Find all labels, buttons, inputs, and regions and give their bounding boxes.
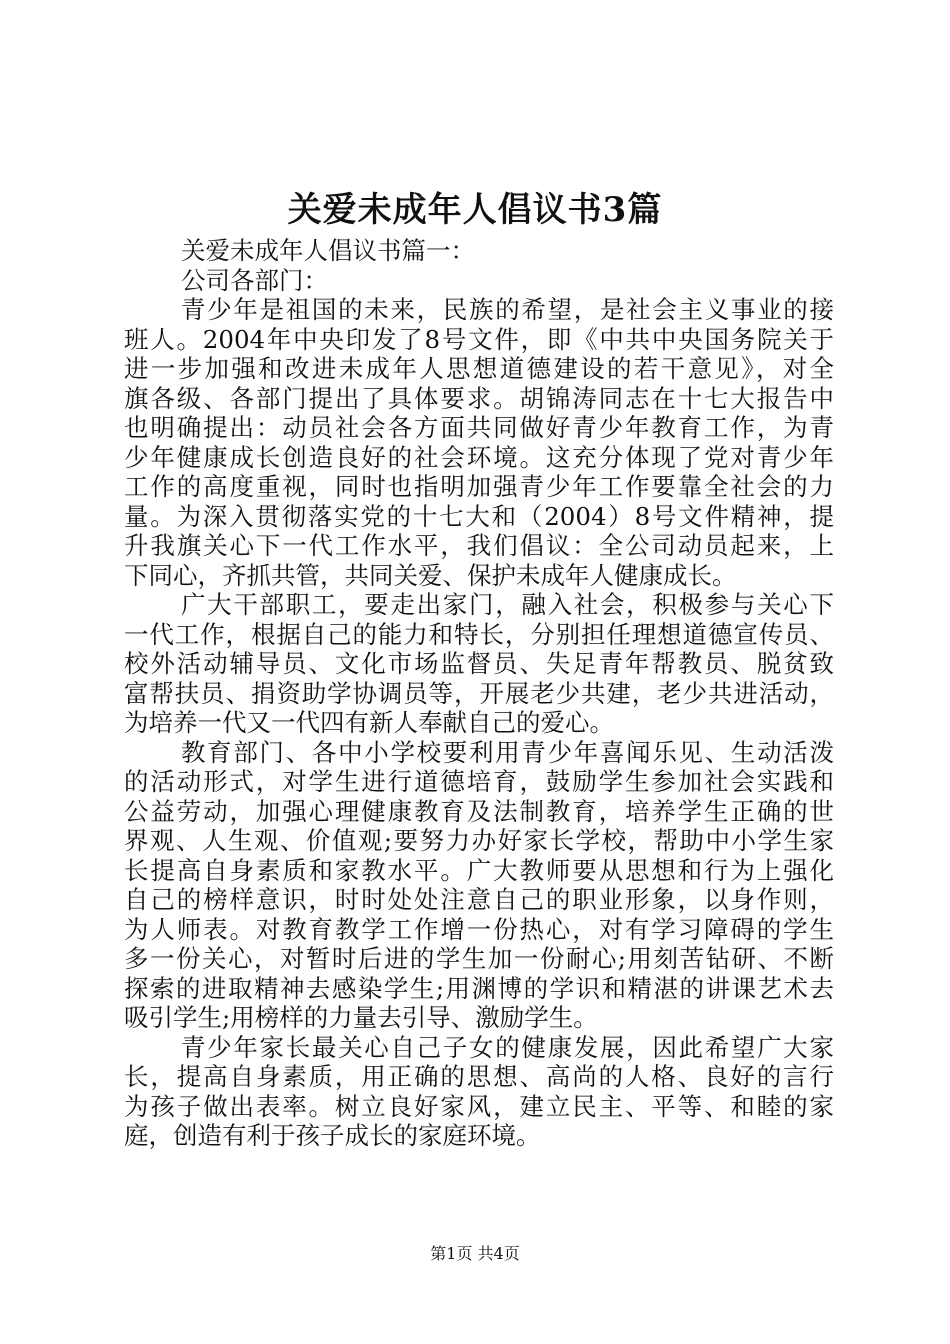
body-line: 青少年是祖国的未来，民族的希望，是社会主义事业的接 xyxy=(181,295,834,324)
body-line: 少年健康成长创造良好的社会环境。这充分体现了党对青少年 xyxy=(124,442,834,472)
body-line: 青少年家长最关心自己子女的健康发展，因此希望广大家 xyxy=(181,1032,834,1062)
body-line: 界观、人生观、价值观;要努力办好家长学校，帮助中小学生家 xyxy=(124,826,834,855)
body-line: 工作的高度重视，同时也指明加强青少年工作要靠全社会的力 xyxy=(124,472,834,501)
body-line: 为人师表。对教育教学工作增一份热心，对有学习障碍的学生 xyxy=(124,914,834,944)
body-line: 长，提高自身素质，用正确的思想、高尚的人格、良好的言行 xyxy=(124,1062,834,1091)
body-line: 为孩子做出表率。树立良好家风，建立民主、平等、和睦的家 xyxy=(124,1091,834,1121)
body-line: 量。为深入贯彻落实党的十七大和（2004）8号文件精神，提 xyxy=(124,501,834,531)
page-footer: 第1页 共4页 xyxy=(430,1244,520,1263)
body-line: 吸引学生;用榜样的力量去引导、激励学生。 xyxy=(124,1003,598,1032)
body-line: 广大干部职工，要走出家门，融入社会，积极参与关心下 xyxy=(181,590,834,619)
body-line: 升我旗关心下一代工作水平，我们倡议：全公司动员起来，上 xyxy=(124,531,834,560)
document-title: 关爱未成年人倡议书3篇 xyxy=(287,190,663,230)
body-line: 富帮扶员、捐资助学协调员等，开展老少共建，老少共进活动， xyxy=(124,678,834,708)
body-line: 为培养一代又一代四有新人奉献自己的爱心。 xyxy=(124,708,614,737)
document-body xyxy=(124,236,834,1151)
body-line: 公司各部门： xyxy=(181,265,328,295)
body-line: 进一步加强和改进未成年人思想道德建设的若干意见》，对全 xyxy=(124,354,834,383)
body-line: 长提高自身素质和家教水平。广大教师要从思想和行为上强化 xyxy=(124,855,834,885)
body-line: 班人。2004年中央印发了8号文件，即《中共中央国务院关于 xyxy=(124,324,834,354)
body-line: 旗各级、各部门提出了具体要求。胡锦涛同志在十七大报告中 xyxy=(124,383,834,413)
body-line: 探索的进取精神去感染学生;用渊博的学识和精湛的讲课艺术去 xyxy=(124,973,834,1003)
body-line: 下同心，齐抓共管，共同关爱、保护未成年人健康成长。 xyxy=(124,560,737,590)
body-line: 一代工作，根据自己的能力和特长，分别担任理想道德宣传员、 xyxy=(124,619,834,649)
body-line: 多一份关心，对暂时后进的学生加一份耐心;用刻苦钻研、不断 xyxy=(124,944,834,973)
body-line: 教育部门、各中小学校要利用青少年喜闻乐见、生动活泼 xyxy=(181,737,834,767)
body-line: 的活动形式，对学生进行道德培育，鼓励学生参加社会实践和 xyxy=(124,767,834,796)
body-line: 也明确提出：动员社会各方面共同做好青少年教育工作，为青 xyxy=(124,413,834,442)
body-line: 庭，创造有利于孩子成长的家庭环境。 xyxy=(124,1121,541,1150)
body-line: 校外活动辅导员、文化市场监督员、失足青年帮教员、脱贫致 xyxy=(124,649,834,678)
body-line: 公益劳动，加强心理健康教育及法制教育，培养学生正确的世 xyxy=(124,796,834,826)
body-line: 关爱未成年人倡议书篇一： xyxy=(181,236,475,265)
body-line: 自己的榜样意识，时时处处注意自己的职业形象，以身作则， xyxy=(124,885,834,914)
